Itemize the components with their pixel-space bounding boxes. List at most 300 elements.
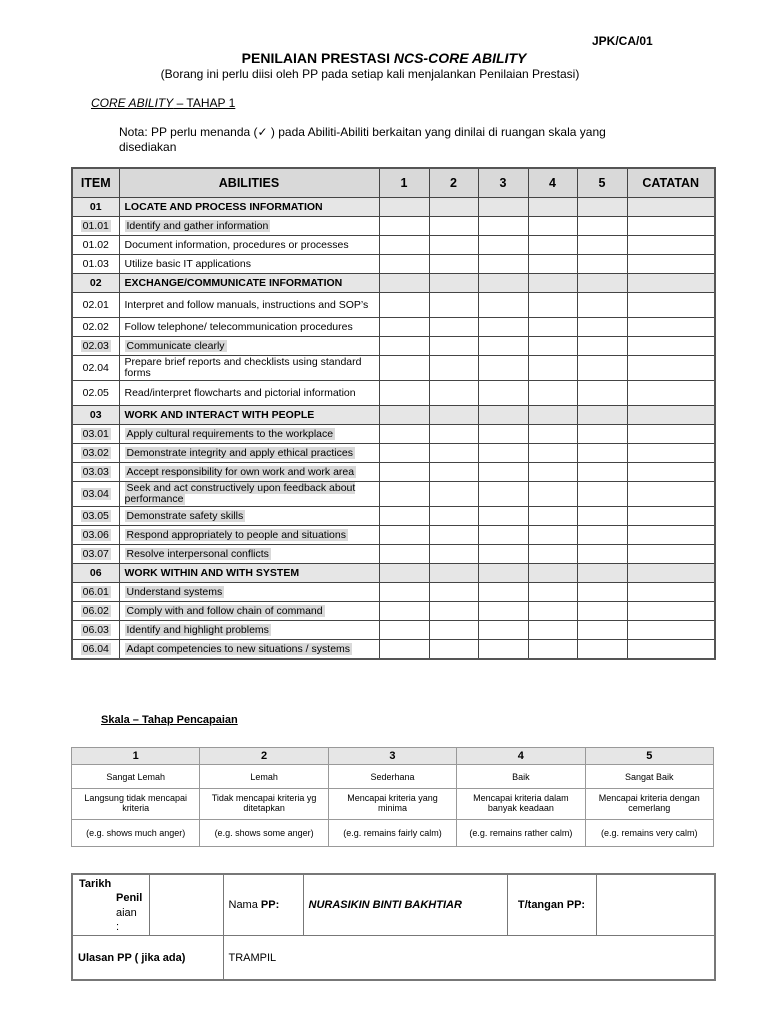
ability-cell [119,293,379,318]
score-2-checkbox-cell[interactable] [429,255,478,274]
item-number: 01.03 [82,257,109,270]
score-4-checkbox-cell[interactable] [528,444,577,463]
item-number: 03.04 [82,487,109,500]
score-2-checkbox-cell[interactable] [429,621,478,640]
category-row [72,564,715,583]
ability-cell [119,482,379,507]
ability-cell [119,356,379,381]
score-3-checkbox-cell[interactable] [478,318,528,337]
score-4-checkbox-cell[interactable] [528,507,577,526]
score-3-checkbox-cell[interactable] [478,337,528,356]
score-4-checkbox-cell[interactable] [528,293,577,318]
ability-text: Identify and gather information [126,219,269,232]
category-blank-cell [577,406,627,425]
ability-text: Interpret and follow manuals, instructions and SOP’s [124,298,369,311]
item-number: 03.03 [82,465,109,478]
score-5-checkbox-cell[interactable] [577,463,627,482]
scale-name-row [72,765,714,789]
item-number-cell [72,602,119,621]
assessor-info-table [71,873,716,981]
catatan-cell[interactable] [627,356,715,381]
tarikh-label [73,875,149,935]
nama-label-bold: PP: [260,899,280,911]
item-number: 06.04 [82,642,109,655]
score-4-checkbox-cell[interactable] [528,482,577,507]
item-number-cell [72,356,119,381]
score-5-checkbox-cell[interactable] [577,337,627,356]
scale-description: Tidak mencapai kriteria yg ditetapkan [200,789,328,820]
form-title [0,50,768,66]
item-number: 03.07 [82,547,109,560]
ability-text: Communicate clearly [126,339,225,352]
score-4-checkbox-cell[interactable] [528,337,577,356]
table-row [72,463,715,482]
score-1-checkbox-cell[interactable] [379,356,429,381]
item-number-cell [72,293,119,318]
score-3-checkbox-cell[interactable] [478,293,528,318]
assessor-info-row [72,874,715,936]
ability-text: Respond appropriately to people and situations [126,528,346,541]
category-blank-cell [478,406,528,425]
ttangan-label: T/tangan PP: [507,874,596,936]
score-1-checkbox-cell[interactable] [379,444,429,463]
ability-text: Comply with and follow chain of command [126,604,323,617]
ability-text: Demonstrate integrity and apply ethical practices [126,446,353,459]
scale-description: Langsung tidak mencapai kriteria [72,789,200,820]
category-blank-cell [577,274,627,293]
category-blank-cell [577,198,627,217]
category-number: 06 [72,564,119,583]
score-1-checkbox-cell[interactable] [379,463,429,482]
ability-text: Follow telephone/ telecommunication procedures [124,320,353,333]
score-1-checkbox-cell[interactable] [379,425,429,444]
score-3-checkbox-cell[interactable] [478,463,528,482]
table-row [72,507,715,526]
item-number: 02.03 [82,339,109,352]
category-blank-cell [478,198,528,217]
ability-cell [119,444,379,463]
score-5-checkbox-cell[interactable] [577,526,627,545]
score-4-checkbox-cell[interactable] [528,545,577,564]
catatan-cell[interactable] [627,640,715,660]
score-2-checkbox-cell[interactable] [429,640,478,660]
scale-number: 2 [200,748,328,765]
item-number-cell [72,482,119,507]
score-1-checkbox-cell[interactable] [379,381,429,406]
score-1-checkbox-cell[interactable] [379,526,429,545]
table-row [72,381,715,406]
item-number: 03.02 [82,446,109,459]
score-5-checkbox-cell[interactable] [577,293,627,318]
score-1-checkbox-cell[interactable] [379,621,429,640]
score-4-checkbox-cell[interactable] [528,381,577,406]
category-blank-cell [627,406,715,425]
scale-example: (e.g. remains rather calm) [457,820,585,847]
score-4-checkbox-cell[interactable] [528,217,577,236]
item-number-cell [72,444,119,463]
column-header: 1 [379,168,429,198]
item-number-cell [72,463,119,482]
score-1-checkbox-cell[interactable] [379,337,429,356]
score-3-checkbox-cell[interactable] [478,621,528,640]
category-number: 02 [72,274,119,293]
score-2-checkbox-cell[interactable] [429,293,478,318]
score-5-checkbox-cell[interactable] [577,602,627,621]
score-1-checkbox-cell[interactable] [379,583,429,602]
score-3-checkbox-cell[interactable] [478,425,528,444]
score-4-checkbox-cell[interactable] [528,255,577,274]
score-4-checkbox-cell[interactable] [528,583,577,602]
score-5-checkbox-cell[interactable] [577,621,627,640]
category-blank-cell [379,564,429,583]
table-row [72,217,715,236]
category-number: 01 [72,198,119,217]
category-blank-cell [528,274,577,293]
item-number: 01.01 [82,219,109,232]
ulasan-value-field[interactable]: TRAMPIL [223,936,715,981]
item-number: 03.01 [82,427,109,440]
score-2-checkbox-cell[interactable] [429,236,478,255]
ability-cell [119,583,379,602]
nama-value-field[interactable]: NURASIKIN BINTI BAKHTIAR [303,874,507,936]
score-5-checkbox-cell[interactable] [577,356,627,381]
catatan-cell[interactable] [627,255,715,274]
column-header: 5 [577,168,627,198]
scale-name: Sangat Lemah [72,765,200,789]
score-5-checkbox-cell[interactable] [577,545,627,564]
item-number-cell [72,621,119,640]
score-3-checkbox-cell[interactable] [478,444,528,463]
item-number: 02.02 [82,320,109,333]
table-row [72,640,715,660]
ability-cell [119,381,379,406]
item-number-cell [72,526,119,545]
catatan-cell[interactable] [627,602,715,621]
ability-cell [119,621,379,640]
scale-example: (e.g. shows some anger) [200,820,328,847]
score-2-checkbox-cell[interactable] [429,602,478,621]
score-5-checkbox-cell[interactable] [577,318,627,337]
catatan-cell[interactable] [627,507,715,526]
ulasan-row [72,936,715,981]
item-number: 03.05 [82,509,109,522]
category-blank-cell [429,406,478,425]
table-row [72,236,715,255]
scale-number: 4 [457,748,585,765]
catatan-cell[interactable] [627,526,715,545]
item-number-cell [72,425,119,444]
score-2-checkbox-cell[interactable] [429,507,478,526]
catatan-cell[interactable] [627,444,715,463]
scale-description-row [72,789,714,820]
scale-example: (e.g. remains very calm) [585,820,713,847]
score-2-checkbox-cell[interactable] [429,425,478,444]
column-header: 2 [429,168,478,198]
item-number: 03.06 [82,528,109,541]
score-4-checkbox-cell[interactable] [528,526,577,545]
item-number: 02.01 [82,298,109,311]
item-number: 02.05 [82,386,109,399]
score-2-checkbox-cell[interactable] [429,444,478,463]
score-3-checkbox-cell[interactable] [478,356,528,381]
scale-name: Lemah [200,765,328,789]
score-2-checkbox-cell[interactable] [429,356,478,381]
ability-text: Seek and act constructively upon feedback about performance [124,482,356,505]
tarikh-label-line2: Penil [116,892,143,904]
ability-text: Utilize basic IT applications [124,257,251,270]
catatan-cell[interactable] [627,583,715,602]
scale-description: Mencapai kriteria yang minima [328,789,456,820]
category-row [72,198,715,217]
catatan-cell[interactable] [627,217,715,236]
tarikh-label-line1: Tarikh [79,878,112,890]
score-4-checkbox-cell[interactable] [528,318,577,337]
score-1-checkbox-cell[interactable] [379,293,429,318]
ability-text: Understand systems [126,585,223,598]
score-2-checkbox-cell[interactable] [429,318,478,337]
score-4-checkbox-cell[interactable] [528,236,577,255]
ability-cell [119,463,379,482]
scale-number: 1 [72,748,200,765]
catatan-cell[interactable] [627,463,715,482]
category-blank-cell [379,274,429,293]
score-1-checkbox-cell[interactable] [379,236,429,255]
score-3-checkbox-cell[interactable] [478,217,528,236]
category-title: WORK WITHIN AND WITH SYSTEM [119,564,379,583]
category-row [72,406,715,425]
score-5-checkbox-cell[interactable] [577,507,627,526]
item-number-cell [72,236,119,255]
ability-text: Accept responsibility for own work and work area [126,465,355,478]
tarikh-label-cell [72,874,149,936]
catatan-cell[interactable] [627,337,715,356]
category-title: EXCHANGE/COMMUNICATE INFORMATION [119,274,379,293]
ability-cell [119,318,379,337]
scale-number: 5 [585,748,713,765]
ttangan-value-field[interactable] [596,874,715,936]
ability-text: Apply cultural requirements to the workplace [126,427,334,440]
score-1-checkbox-cell[interactable] [379,640,429,660]
nama-label-plain: Nama [228,899,261,911]
ability-cell [119,425,379,444]
category-blank-cell [627,198,715,217]
score-2-checkbox-cell[interactable] [429,463,478,482]
item-number-cell [72,318,119,337]
item-number-cell [72,507,119,526]
score-3-checkbox-cell[interactable] [478,602,528,621]
score-1-checkbox-cell[interactable] [379,545,429,564]
category-blank-cell [478,274,528,293]
score-3-checkbox-cell[interactable] [478,507,528,526]
table-row [72,545,715,564]
table-row [72,337,715,356]
catatan-cell[interactable] [627,236,715,255]
category-blank-cell [379,198,429,217]
ability-text: Read/interpret flowcharts and pictorial information [124,386,356,399]
score-3-checkbox-cell[interactable] [478,236,528,255]
category-blank-cell [577,564,627,583]
score-1-checkbox-cell[interactable] [379,482,429,507]
category-blank-cell [478,564,528,583]
table-row [72,602,715,621]
score-3-checkbox-cell[interactable] [478,381,528,406]
score-1-checkbox-cell[interactable] [379,602,429,621]
nama-label [223,874,303,936]
category-title: LOCATE AND PROCESS INFORMATION [119,198,379,217]
category-number: 03 [72,406,119,425]
ability-cell [119,217,379,236]
scale-name: Baik [457,765,585,789]
table-row [72,621,715,640]
ability-text: Prepare brief reports and checklists using standard forms [124,356,362,379]
ability-cell [119,507,379,526]
item-number: 06.02 [82,604,109,617]
scale-name: Sangat Baik [585,765,713,789]
column-header: 4 [528,168,577,198]
column-header: ABILITIES [119,168,379,198]
category-row [72,274,715,293]
score-4-checkbox-cell[interactable] [528,602,577,621]
item-number-cell [72,255,119,274]
score-2-checkbox-cell[interactable] [429,337,478,356]
category-blank-cell [429,274,478,293]
scale-description: Mencapai kriteria dengan cemerlang [585,789,713,820]
category-blank-cell [528,198,577,217]
score-4-checkbox-cell[interactable] [528,621,577,640]
column-header: CATATAN [627,168,715,198]
ability-text: Resolve interpersonal conflicts [126,547,269,560]
score-5-checkbox-cell[interactable] [577,425,627,444]
score-5-checkbox-cell[interactable] [577,255,627,274]
catatan-cell[interactable] [627,545,715,564]
table-row [72,583,715,602]
score-2-checkbox-cell[interactable] [429,381,478,406]
abilities-table-body [72,198,715,660]
score-5-checkbox-cell[interactable] [577,640,627,660]
score-2-checkbox-cell[interactable] [429,482,478,507]
form-subtitle: (Borang ini perlu diisi oleh PP pada setiap kali menjalankan Penilaian Prestasi) [160,67,580,81]
section-title [91,96,235,110]
score-3-checkbox-cell[interactable] [478,640,528,660]
item-number: 06.03 [82,623,109,636]
table-row [72,526,715,545]
score-3-checkbox-cell[interactable] [478,255,528,274]
score-4-checkbox-cell[interactable] [528,463,577,482]
item-number-cell [72,545,119,564]
category-blank-cell [379,406,429,425]
abilities-table [71,167,716,660]
score-5-checkbox-cell[interactable] [577,236,627,255]
score-3-checkbox-cell[interactable] [478,545,528,564]
category-title: WORK AND INTERACT WITH PEOPLE [119,406,379,425]
item-number-cell [72,337,119,356]
ability-cell [119,337,379,356]
catatan-cell[interactable] [627,482,715,507]
ability-cell [119,236,379,255]
score-5-checkbox-cell[interactable] [577,444,627,463]
score-1-checkbox-cell[interactable] [379,255,429,274]
score-3-checkbox-cell[interactable] [478,526,528,545]
scale-number-row [72,748,714,765]
score-4-checkbox-cell[interactable] [528,640,577,660]
table-row [72,425,715,444]
scale-name: Sederhana [328,765,456,789]
table-row [72,482,715,507]
scale-number: 3 [328,748,456,765]
catatan-cell[interactable] [627,425,715,444]
category-blank-cell [429,564,478,583]
ability-cell [119,255,379,274]
category-blank-cell [627,564,715,583]
column-header: 3 [478,168,528,198]
table-row [72,356,715,381]
ability-cell [119,545,379,564]
scale-table [71,747,714,847]
ability-text: Adapt competencies to new situations / systems [126,642,351,655]
score-2-checkbox-cell[interactable] [429,583,478,602]
score-2-checkbox-cell[interactable] [429,545,478,564]
form-title-italic: NCS-CORE ABILITY [393,50,527,66]
item-number-cell [72,640,119,660]
score-5-checkbox-cell[interactable] [577,583,627,602]
catatan-cell[interactable] [627,318,715,337]
score-4-checkbox-cell[interactable] [528,425,577,444]
score-5-checkbox-cell[interactable] [577,381,627,406]
catatan-cell[interactable] [627,621,715,640]
scale-description: Mencapai kriteria dalam banyak keadaan [457,789,585,820]
scale-title: Skala – Tahap Pencapaian [101,714,238,726]
catatan-cell[interactable] [627,293,715,318]
ulasan-label: Ulasan PP ( jika ada) [72,936,223,981]
item-number-cell [72,217,119,236]
score-1-checkbox-cell[interactable] [379,318,429,337]
table-row [72,293,715,318]
scale-example: (e.g. remains fairly calm) [328,820,456,847]
ability-text: Document information, procedures or processes [124,238,349,251]
catatan-cell[interactable] [627,381,715,406]
item-number-cell [72,583,119,602]
score-2-checkbox-cell[interactable] [429,526,478,545]
instruction-note: Nota: PP perlu menanda (✓ ) pada Abiliti-Abiliti berkaitan yang dinilai di ruangan skala yang disediakan [119,125,606,154]
table-row [72,318,715,337]
score-3-checkbox-cell[interactable] [478,583,528,602]
ability-cell [119,640,379,660]
form-title-main: PENILAIAN PRESTASI [241,50,394,66]
table-row [72,444,715,463]
category-blank-cell [528,406,577,425]
score-5-checkbox-cell[interactable] [577,482,627,507]
column-header: ITEM [72,168,119,198]
score-1-checkbox-cell[interactable] [379,217,429,236]
ability-cell [119,526,379,545]
section-title-italic: CORE ABILITY [91,96,174,110]
score-3-checkbox-cell[interactable] [478,482,528,507]
score-2-checkbox-cell[interactable] [429,217,478,236]
score-4-checkbox-cell[interactable] [528,356,577,381]
tarikh-label-line4: : [116,921,120,933]
score-1-checkbox-cell[interactable] [379,507,429,526]
tarikh-label-line3: aian [116,907,137,919]
table-row [72,255,715,274]
category-blank-cell [429,198,478,217]
score-5-checkbox-cell[interactable] [577,217,627,236]
category-blank-cell [627,274,715,293]
item-number: 02.04 [82,361,109,374]
scale-example-row [72,820,714,847]
ability-cell [119,602,379,621]
tarikh-value-field[interactable] [149,874,223,936]
document-code: JPK/CA/01 [592,34,653,48]
